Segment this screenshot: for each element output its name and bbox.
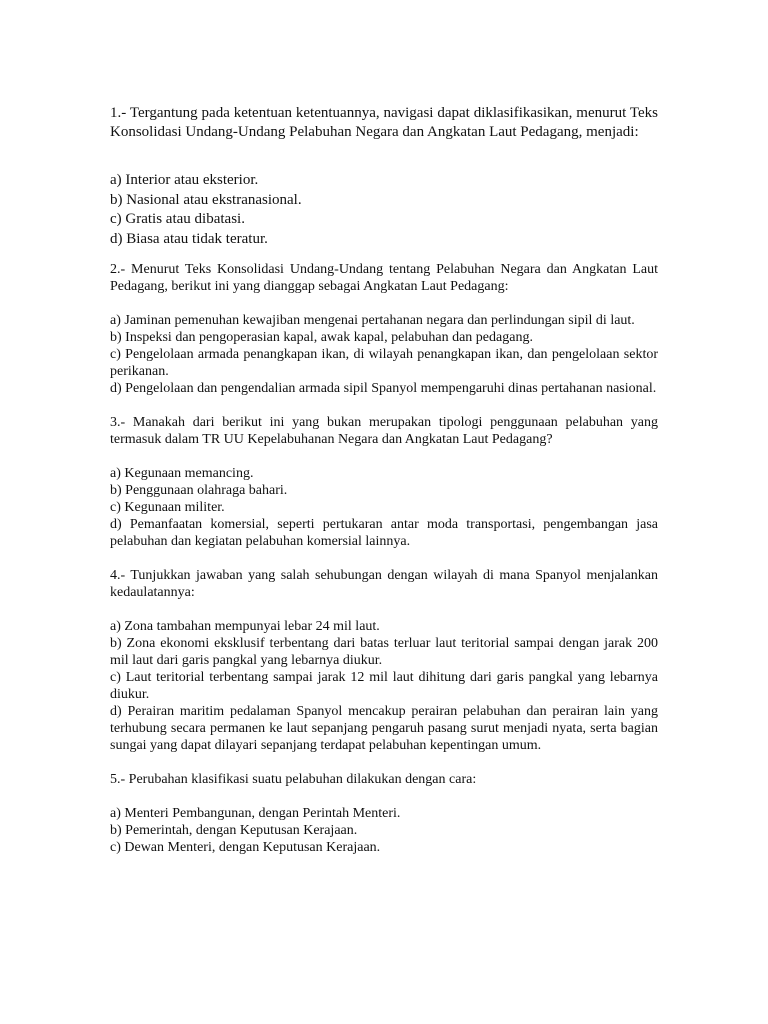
answer-options: [110, 171, 658, 249]
option-b: b) Zona ekonomi eksklusif terbentang dari batas terluar laut teritorial sampai dengan jarak 200 mil laut dari garis pangkal yang lebarnya diukur.: [110, 636, 658, 668]
question-5: [110, 771, 658, 856]
option-b: b) Inspeksi dan pengoperasian kapal, awak kapal, pelabuhan dan pedagang.: [110, 330, 533, 345]
option-b: b) Penggunaan olahraga bahari.: [110, 483, 288, 498]
option-c: c) Laut teritorial terbentang sampai jarak 12 mil laut dihitung dari garis pangkal yang lebarnya diukur.: [110, 670, 658, 702]
question-text: 3.- Manakah dari berikut ini yang bukan merupakan tipologi penggunaan pelabuhan yang termasuk dalam TR UU Kepelabuhanan Negara dan Angkatan Laut Pedagang?: [110, 415, 658, 447]
option-d: d) Pengelolaan dan pengendalian armada sipil Spanyol mempengaruhi dinas pertahanan nasional.: [110, 381, 657, 396]
option-a: a) Zona tambahan mempunyai lebar 24 mil laut.: [110, 619, 380, 634]
question-4: [110, 567, 658, 754]
question-text: 2.- Menurut Teks Konsolidasi Undang-Undang tentang Pelabuhan Negara dan Angkatan Laut Pedagang, berikut ini yang dianggap sebagai Angkatan Laut Pedagang:: [110, 262, 658, 294]
answer-options: [110, 312, 658, 397]
option-c: c) Pengelolaan armada penangkapan ikan, di wilayah penangkapan ikan, dan pengelolaan sektor perikanan.: [110, 347, 658, 379]
option-a: a) Interior atau eksterior.: [110, 172, 259, 188]
option-c: c) Kegunaan militer.: [110, 500, 225, 515]
question-3: [110, 414, 658, 550]
document-page: [110, 104, 658, 873]
answer-options: [110, 805, 658, 856]
question-text: 5.- Perubahan klasifikasi suatu pelabuhan dilakukan dengan cara:: [110, 772, 477, 787]
question-text: 4.- Tunjukkan jawaban yang salah sehubungan dengan wilayah di mana Spanyol menjalankan kedaulatannya:: [110, 568, 658, 600]
option-d: d) Pemanfaatan komersial, seperti pertukaran antar moda transportasi, pengembangan jasa pelabuhan dan kegiatan pelabuhan komersial lainnya.: [110, 517, 658, 549]
question-1: [110, 104, 658, 249]
answer-options: [110, 465, 658, 550]
option-d: d) Biasa atau tidak teratur.: [110, 230, 268, 247]
option-c: c) Gratis atau dibatasi.: [110, 211, 245, 227]
option-d: d) Perairan maritim pedalaman Spanyol mencakup perairan pelabuhan dan perairan lain yang terhubung secara permanen ke laut sepanjang pengaruh pasang surut menjadi nyata, serta bagian sungai yang dapat dilayari sepanjang terdapat pelabuhan kepentingan umum.: [110, 704, 658, 753]
option-c: c) Dewan Menteri, dengan Keputusan Kerajaan.: [110, 840, 381, 855]
question-2: [110, 261, 658, 397]
question-text: 1.- Tergantung pada ketentuan ketentuannya, navigasi dapat diklasifikasikan, menurut Teks Konsolidasi Undang-Undang Pelabuhan Negara dan Angkatan Laut Pedagang, menjadi:: [110, 105, 658, 140]
option-b: b) Nasional atau ekstranasional.: [110, 191, 302, 208]
option-a: a) Kegunaan memancing.: [110, 466, 254, 481]
answer-options: [110, 618, 658, 754]
option-b: b) Pemerintah, dengan Keputusan Kerajaan.: [110, 823, 358, 838]
option-a: a) Menteri Pembangunan, dengan Perintah Menteri.: [110, 806, 401, 821]
option-a: a) Jaminan pemenuhan kewajiban mengenai pertahanan negara dan perlindungan sipil di laut.: [110, 313, 635, 328]
